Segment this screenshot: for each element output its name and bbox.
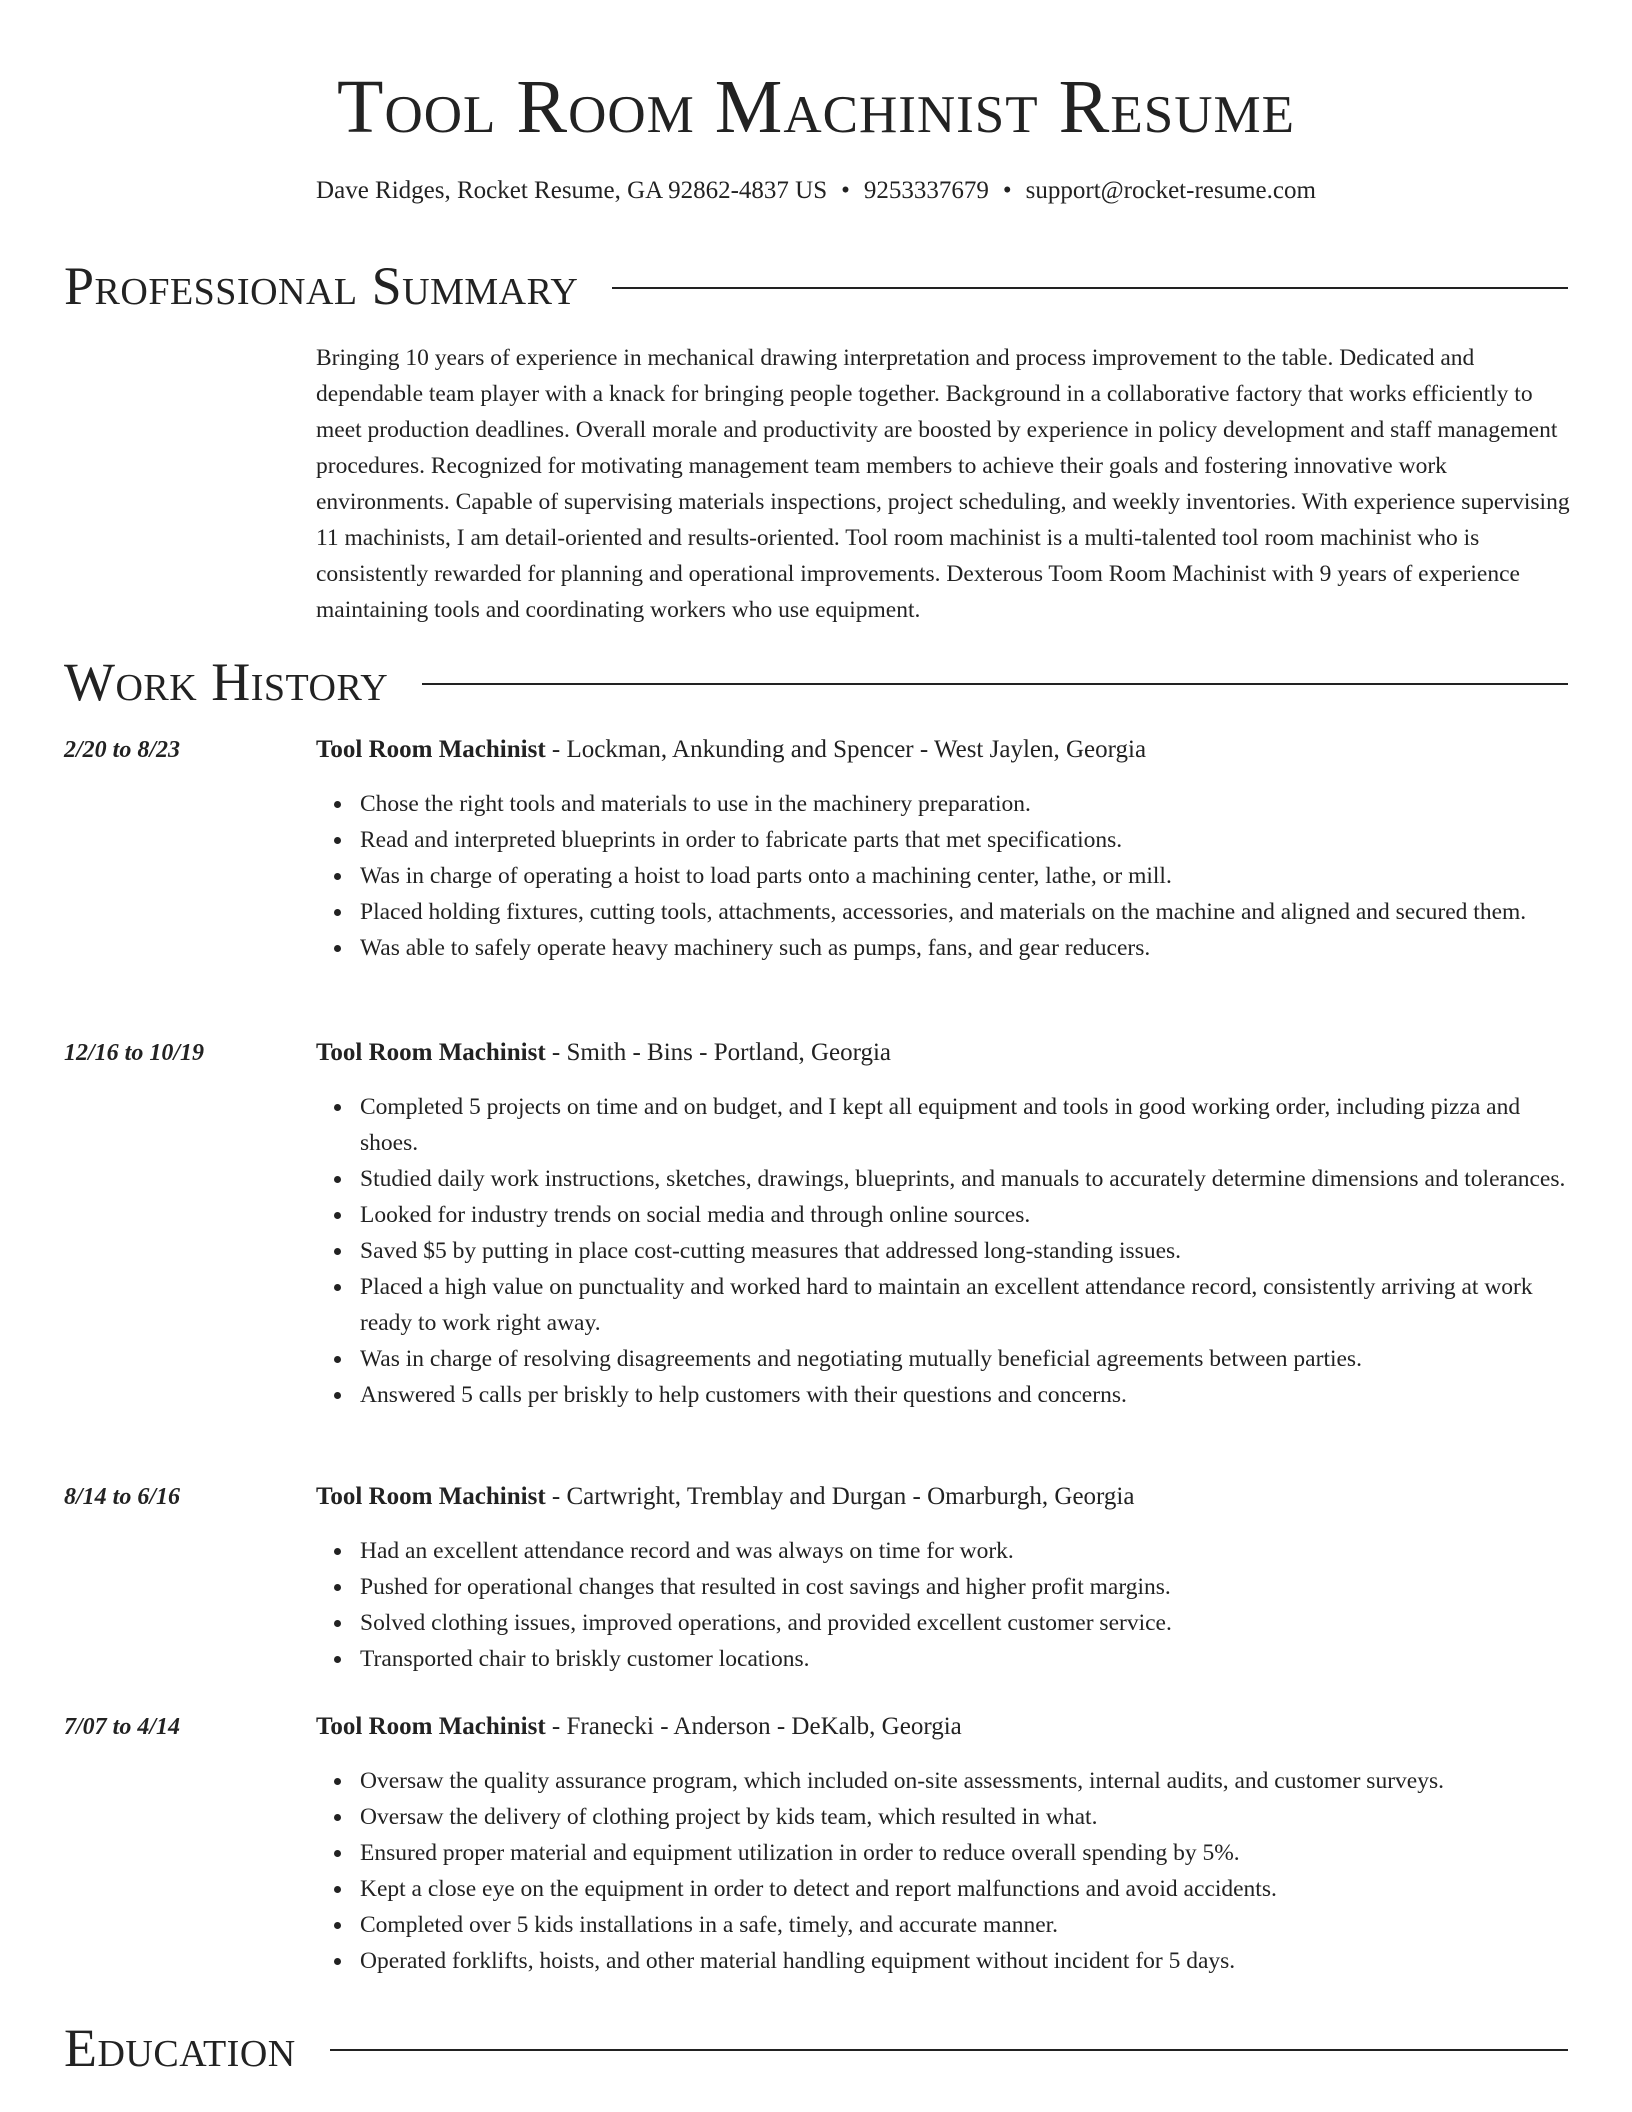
contact-separator: • [1002,177,1012,204]
job-bullet: Operated forklifts, hoists, and other material handling equipment without incident for 5 days. [360,1943,1572,1979]
job-bullet: Was in charge of resolving disagreements and negotiating mutually beneficial agreements between parties. [360,1341,1572,1377]
job-bullet: Solved clothing issues, improved operations, and provided excellent customer service. [360,1605,1572,1641]
job-bullet: Pushed for operational changes that resulted in cost savings and higher profit margins. [360,1569,1572,1605]
job-bullet: Had an excellent attendance record and was always on time for work. [360,1533,1572,1569]
section-divider [612,287,1568,289]
contact-email[interactable]: support@rocket-resume.com [1025,177,1316,204]
job-details: - Cartwright, Tremblay and Durgan - Omarburgh, Georgia [545,1483,1135,1510]
job-bullets [360,1763,1572,1979]
job-role: Tool Room Machinist [316,1483,546,1510]
job-bullet: Placed a high value on punctuality and worked hard to maintain an excellent attendance record, consistently arriving at work ready to work right away. [360,1269,1572,1341]
job-bullet: Transported chair to briskly customer locations. [360,1641,1572,1677]
resume-title: Tool Room Machinist Resume [337,65,1295,149]
job-bullet: Placed holding fixtures, cutting tools, attachments, accessories, and materials on the machine and aligned and secured them. [360,894,1572,930]
job-bullet: Ensured proper material and equipment utilization in order to reduce overall spending by 5%. [360,1835,1572,1871]
section-title: Education [64,2018,296,2078]
section-divider [422,683,1568,685]
job-heading [316,734,1572,766]
job-role: Tool Room Machinist [316,736,546,763]
section-work-history [64,652,1568,712]
section-title: Professional Summary [64,256,579,316]
job-bullet: Answered 5 calls per briskly to help customers with their questions and concerns. [360,1377,1572,1413]
job-details: - Lockman, Ankunding and Spencer - West Jaylen, Georgia [545,736,1147,763]
job-heading [316,1711,1572,1743]
job-bullet: Chose the right tools and materials to use in the machinery preparation. [360,786,1572,822]
job-bullets [360,786,1572,966]
contact-address: Dave Ridges, Rocket Resume, GA 92862-4837 US [316,177,828,204]
contact-phone: 9253337679 [863,177,989,204]
job-dates: 12/16 to 10/19 [64,1040,205,1066]
job-bullet: Read and interpreted blueprints in order to fabricate parts that met specifications. [360,822,1572,858]
contact-line [0,176,1632,206]
job-bullet: Kept a close eye on the equipment in order to detect and report malfunctions and avoid accidents. [360,1871,1572,1907]
job-bullet: Was in charge of operating a hoist to load parts onto a machining center, lathe, or mill. [360,858,1572,894]
job-bullet: Oversaw the quality assurance program, which included on-site assessments, internal audits, and customer surveys. [360,1763,1572,1799]
job-role: Tool Room Machinist [316,1039,546,1066]
job-bullet: Completed over 5 kids installations in a safe, timely, and accurate manner. [360,1907,1572,1943]
section-divider [330,2049,1568,2051]
section-professional-summary [64,256,1568,316]
job-heading [316,1037,1572,1069]
job-bullet: Saved $5 by putting in place cost-cutting measures that addressed long-standing issues. [360,1233,1572,1269]
summary-paragraph: Bringing 10 years of experience in mechanical drawing interpretation and process improvement to the table. Dedicated and dependable team player with a knack for bringing people together. Background in a collaborative factory that works efficiently to meet production deadlines. Overall morale and productivity are boosted by experience in policy development and staff management procedures. Recognized for motivating management team members to achieve their goals and fostering innovative work environments. Capable of supervising materials inspections, project scheduling, and weekly inventories. With experience supervising 11 machinists, I am detail-oriented and results-oriented. Tool room machinist is a multi-talented tool room machinist who is consistently rewarded for planning and operational improvements. Dexterous Toom Room Machinist with 9 years of experience maintaining tools and coordinating workers who use equipment. [316,345,1570,623]
job-dates: 7/07 to 4/14 [64,1714,181,1740]
section-education [64,2018,1568,2078]
job-details: - Smith - Bins - Portland, Georgia [545,1039,892,1066]
job-bullets [360,1533,1572,1677]
job-heading [316,1481,1572,1513]
contact-separator: • [841,177,850,204]
job-bullet: Studied daily work instructions, sketches, drawings, blueprints, and manuals to accurately determine dimensions and tolerances. [360,1161,1572,1197]
job-dates: 8/14 to 6/16 [64,1484,181,1510]
job-bullet: Completed 5 projects on time and on budget, and I kept all equipment and tools in good working order, including pizza and shoes. [360,1089,1572,1161]
job-bullet: Was able to safely operate heavy machinery such as pumps, fans, and gear reducers. [360,930,1572,966]
job-bullet: Looked for industry trends on social media and through online sources. [360,1197,1572,1233]
job-bullet: Oversaw the delivery of clothing project by kids team, which resulted in what. [360,1799,1572,1835]
job-dates: 2/20 to 8/23 [64,737,181,763]
job-role: Tool Room Machinist [316,1713,546,1740]
job-details: - Franecki - Anderson - DeKalb, Georgia [545,1713,962,1740]
job-bullets [360,1089,1572,1413]
section-title: Work History [64,652,389,712]
